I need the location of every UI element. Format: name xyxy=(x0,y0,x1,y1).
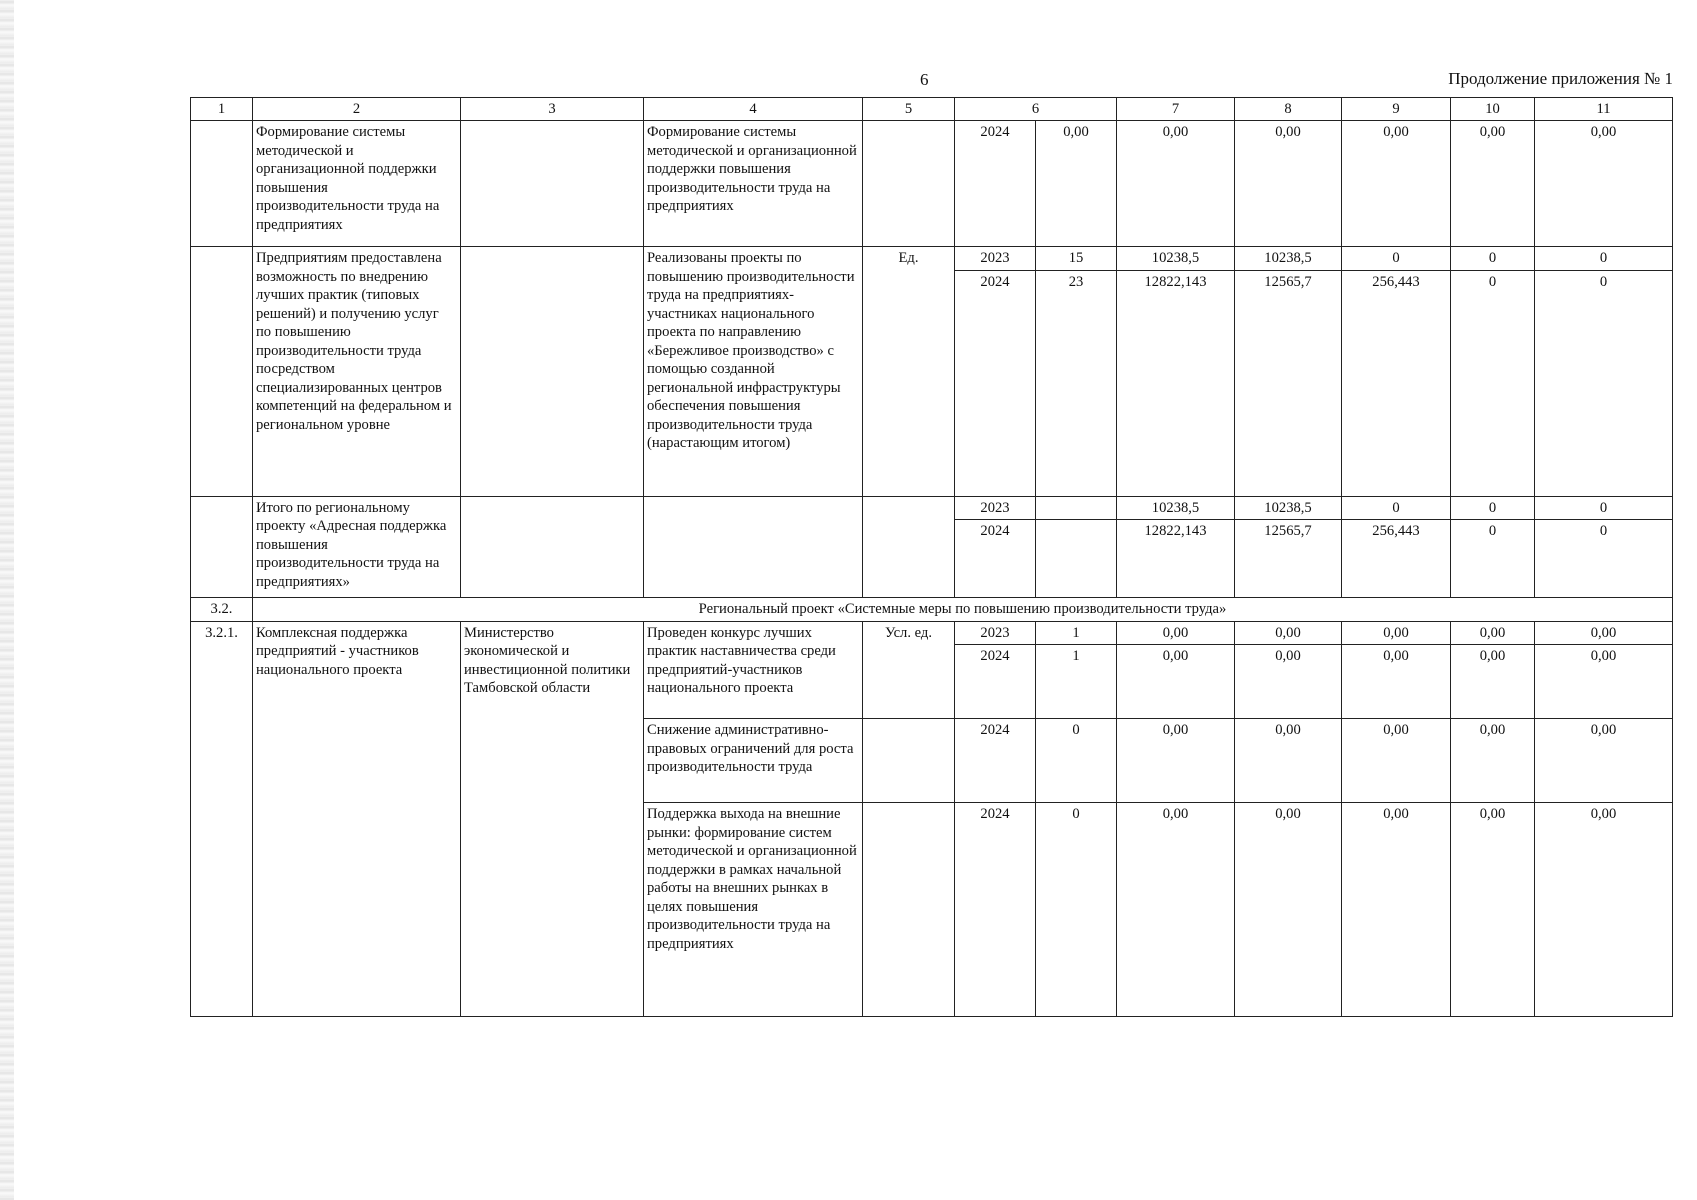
value-cell: 0 xyxy=(1036,719,1117,803)
value-cell: 10238,5 xyxy=(1235,496,1342,520)
value-cell: 0 xyxy=(1535,520,1673,598)
value-cell: 12565,7 xyxy=(1235,270,1342,496)
col-header-9: 9 xyxy=(1342,98,1451,121)
value-cell: 0 xyxy=(1451,270,1535,496)
value-cell: 0 xyxy=(1535,247,1673,271)
value-cell: 12822,143 xyxy=(1117,520,1235,598)
value-cell: 10238,5 xyxy=(1117,496,1235,520)
value-cell: 0,00 xyxy=(1235,719,1342,803)
year-cell: 2023 xyxy=(955,496,1036,520)
event-name-cell: Предприятиям предоставлена возможность по внедрению лучших практик (типовых решений) и получению услуг по повышению производительности труда посредством специализированных центров компетенций на федеральном и региональном уровне xyxy=(253,247,461,497)
value-cell: 0,00 xyxy=(1117,719,1235,803)
year-cell: 2024 xyxy=(955,645,1036,719)
value-cell: 0,00 xyxy=(1535,803,1673,1017)
executor-cell xyxy=(461,247,644,497)
unit-cell: Ед. xyxy=(863,247,955,497)
value-cell: 0,00 xyxy=(1451,645,1535,719)
value-cell: 0,00 xyxy=(1342,121,1451,247)
value-cell: 0,00 xyxy=(1535,645,1673,719)
value-cell: 0,00 xyxy=(1117,803,1235,1017)
section-number: 3.2. xyxy=(191,598,253,622)
unit-cell xyxy=(863,803,955,1017)
table-row xyxy=(191,121,1673,247)
value-cell: 0,00 xyxy=(1342,645,1451,719)
executor-cell xyxy=(461,496,644,598)
value-cell: 0,00 xyxy=(1342,719,1451,803)
financing-table xyxy=(190,97,1673,1017)
value-cell: 0 xyxy=(1036,803,1117,1017)
total-name-cell: Итого по региональному проекту «Адресная поддержка повышения производительности труда на предприятиях» xyxy=(253,496,461,598)
value-cell: 0,00 xyxy=(1117,121,1235,247)
value-cell xyxy=(1036,496,1117,520)
year-cell: 2024 xyxy=(955,719,1036,803)
table-row xyxy=(191,247,1673,271)
year-cell: 2023 xyxy=(955,621,1036,645)
value-cell: 0 xyxy=(1535,270,1673,496)
result-cell: Поддержка выхода на внешние рынки: формирование систем методической и организационной поддержки в рамках начальной работы на внешних рынках в целях повышения производительности труда на предприятиях xyxy=(644,803,863,1017)
table-row xyxy=(191,496,1673,520)
value-cell: 0,00 xyxy=(1451,621,1535,645)
col-header-3: 3 xyxy=(461,98,644,121)
value-cell: 0,00 xyxy=(1535,719,1673,803)
unit-cell xyxy=(863,496,955,598)
row-number-cell xyxy=(191,121,253,247)
section-title: Региональный проект «Системные меры по повышению производительности труда» xyxy=(253,598,1673,622)
col-header-7: 7 xyxy=(1117,98,1235,121)
scan-edge xyxy=(0,0,14,1200)
col-header-4: 4 xyxy=(644,98,863,121)
value-cell: 0,00 xyxy=(1036,121,1117,247)
result-cell: Снижение административно-правовых ограничений для роста производительности труда xyxy=(644,719,863,803)
year-cell: 2024 xyxy=(955,803,1036,1017)
col-header-5: 5 xyxy=(863,98,955,121)
value-cell: 0 xyxy=(1451,520,1535,598)
value-cell xyxy=(1036,520,1117,598)
row-number-cell xyxy=(191,247,253,497)
executor-cell: Министерство экономической и инвестиционной политики Тамбовской области xyxy=(461,621,644,1017)
value-cell: 0,00 xyxy=(1342,803,1451,1017)
col-header-1: 1 xyxy=(191,98,253,121)
value-cell: 0 xyxy=(1451,496,1535,520)
value-cell: 0,00 xyxy=(1117,645,1235,719)
value-cell: 10238,5 xyxy=(1235,247,1342,271)
event-name-cell: Комплексная поддержка предприятий - участников национального проекта xyxy=(253,621,461,1017)
col-header-6: 6 xyxy=(955,98,1117,121)
page-number: 6 xyxy=(920,70,929,89)
value-cell: 0,00 xyxy=(1451,803,1535,1017)
result-cell: Проведен конкурс лучших практик наставничества среди предприятий-участников национального проекта xyxy=(644,621,863,719)
year-cell: 2024 xyxy=(955,270,1036,496)
col-header-8: 8 xyxy=(1235,98,1342,121)
result-cell xyxy=(644,496,863,598)
value-cell: 0,00 xyxy=(1535,621,1673,645)
year-cell: 2024 xyxy=(955,520,1036,598)
year-cell: 2024 xyxy=(955,121,1036,247)
row-number-cell: 3.2.1. xyxy=(191,621,253,1017)
row-number-cell xyxy=(191,496,253,598)
value-cell: 23 xyxy=(1036,270,1117,496)
value-cell: 15 xyxy=(1036,247,1117,271)
value-cell: 0 xyxy=(1342,247,1451,271)
value-cell: 256,443 xyxy=(1342,270,1451,496)
value-cell: 12822,143 xyxy=(1117,270,1235,496)
result-cell: Реализованы проекты по повышению производительности труда на предприятиях-участниках национального проекта по направлению «Бережливое производство» с помощью созданной региональной инфраструктуры обеспечения повышения производительности труда (нарастающим итогом) xyxy=(644,247,863,497)
value-cell: 0 xyxy=(1451,247,1535,271)
year-cell: 2023 xyxy=(955,247,1036,271)
value-cell: 0,00 xyxy=(1235,645,1342,719)
table-row xyxy=(191,621,1673,645)
unit-cell xyxy=(863,121,955,247)
value-cell: 0,00 xyxy=(1451,719,1535,803)
executor-cell xyxy=(461,121,644,247)
col-header-10: 10 xyxy=(1451,98,1535,121)
value-cell: 10238,5 xyxy=(1117,247,1235,271)
value-cell: 1 xyxy=(1036,645,1117,719)
value-cell: 0,00 xyxy=(1235,621,1342,645)
col-header-11: 11 xyxy=(1535,98,1673,121)
col-header-2: 2 xyxy=(253,98,461,121)
value-cell: 0,00 xyxy=(1235,121,1342,247)
appendix-note: Продолжение приложения № 1 xyxy=(1448,69,1673,88)
value-cell: 0,00 xyxy=(1451,121,1535,247)
unit-cell: Усл. ед. xyxy=(863,621,955,719)
unit-cell xyxy=(863,719,955,803)
value-cell: 12565,7 xyxy=(1235,520,1342,598)
value-cell: 0 xyxy=(1342,496,1451,520)
section-row xyxy=(191,598,1673,622)
value-cell: 0,00 xyxy=(1535,121,1673,247)
value-cell: 0 xyxy=(1535,496,1673,520)
event-name-cell: Формирование системы методической и организационной поддержки повышения производительности труда на предприятиях xyxy=(253,121,461,247)
value-cell: 0,00 xyxy=(1117,621,1235,645)
column-number-row xyxy=(191,98,1673,121)
result-cell: Формирование системы методической и организационной поддержки повышения производительности труда на предприятиях xyxy=(644,121,863,247)
value-cell: 0,00 xyxy=(1235,803,1342,1017)
value-cell: 0,00 xyxy=(1342,621,1451,645)
value-cell: 1 xyxy=(1036,621,1117,645)
value-cell: 256,443 xyxy=(1342,520,1451,598)
